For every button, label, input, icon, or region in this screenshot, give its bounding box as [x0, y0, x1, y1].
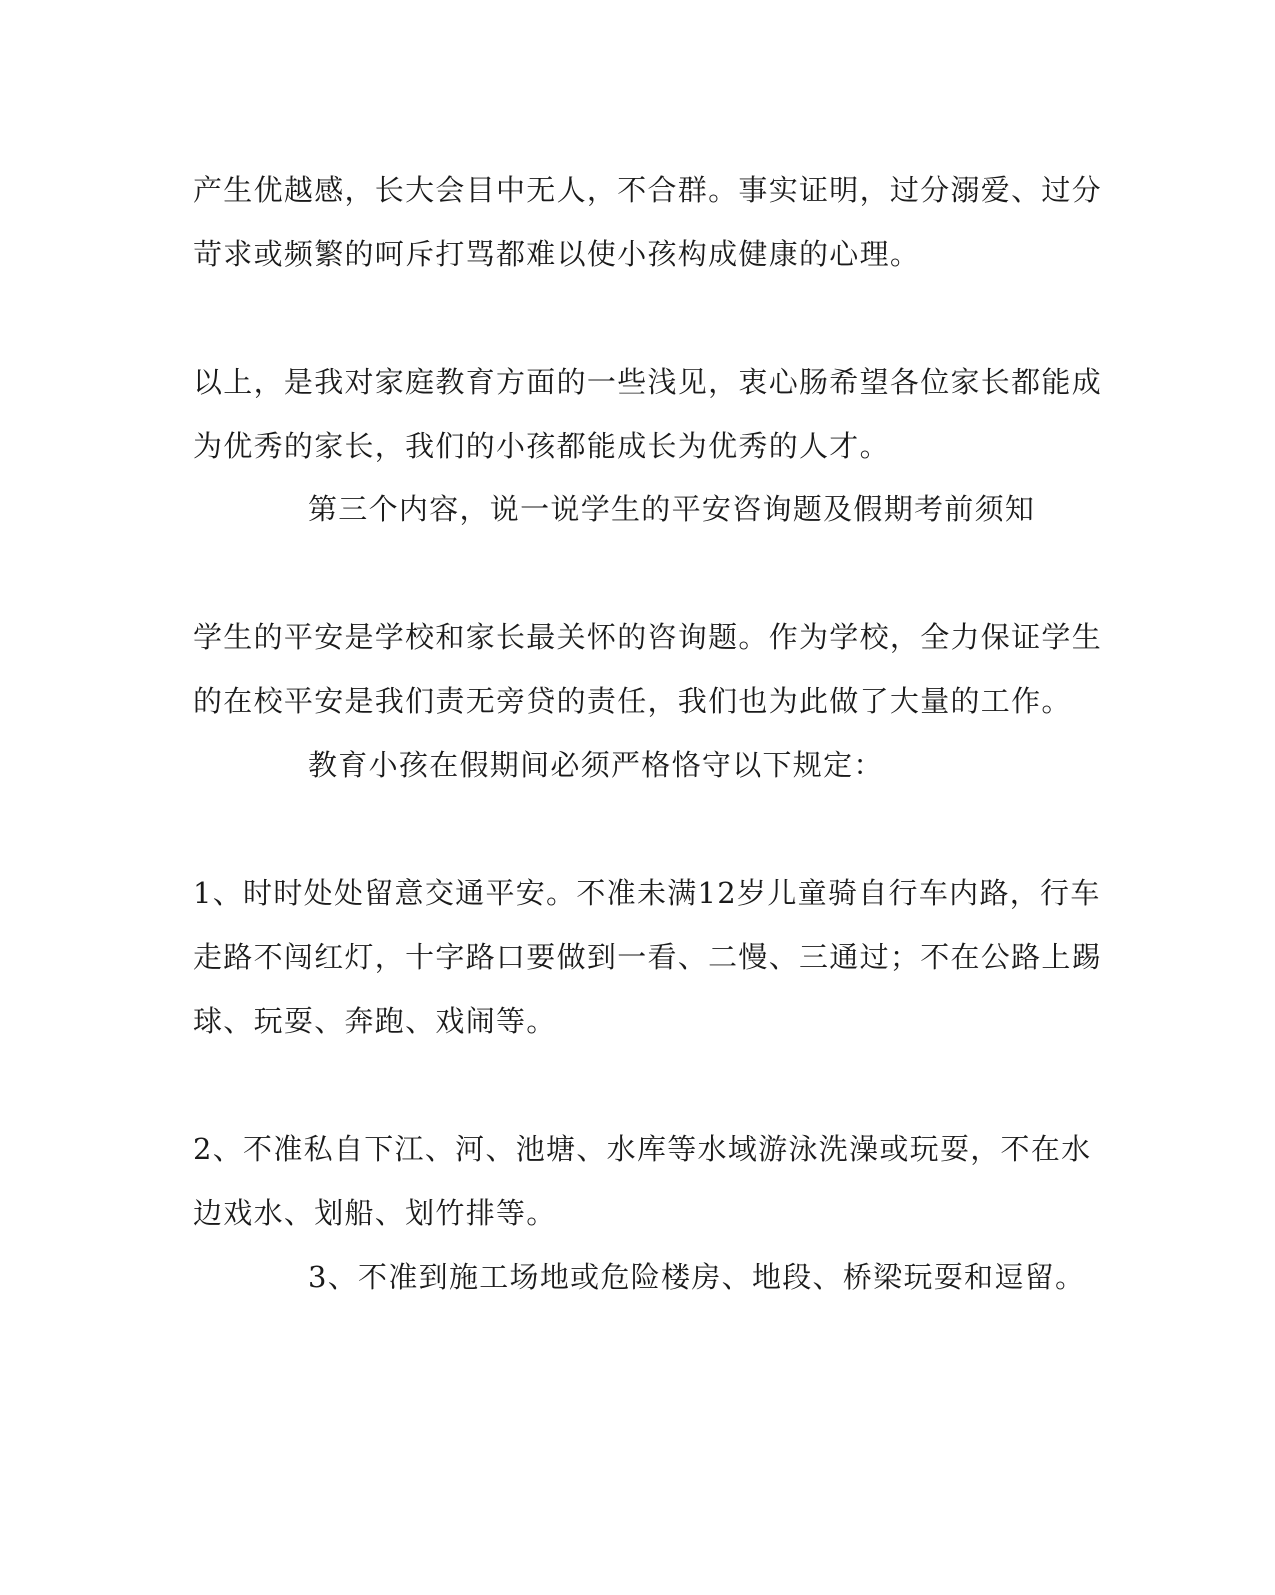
text-line: 以上，是我对家庭教育方面的一些浅见，衷心肠希望各位家长都能成 [193, 365, 1103, 399]
text-line: 3、不准到施工场地或危险楼房、地段、桥梁玩耍和逗留。 [308, 1260, 1086, 1294]
text-line: 苛求或频繁的呵斥打骂都难以使小孩构成健康的心理。 [193, 237, 921, 271]
text-line: 边戏水、划船、划竹排等。 [193, 1196, 557, 1230]
section-heading: 第三个内容，说一说学生的平安咨询题及假期考前须知 [308, 492, 1036, 526]
text-line: 产生优越感，长大会目中无人，不合群。事实证明，过分溺爱、过分 [193, 173, 1103, 207]
text-line: 球、玩耍、奔跑、戏闹等。 [193, 1004, 557, 1038]
text-line: 走路不闯红灯，十字路口要做到一看、二慢、三通过；不在公路上踢 [193, 940, 1103, 974]
text-line: 的在校平安是我们责无旁贷的责任，我们也为此做了大量的工作。 [193, 684, 1072, 718]
text-line: 学生的平安是学校和家长最关怀的咨询题。作为学校，全力保证学生 [193, 620, 1103, 654]
text-line: 为优秀的家长，我们的小孩都能成长为优秀的人才。 [193, 429, 890, 463]
text-line: 教育小孩在假期间必须严格恪守以下规定： [308, 748, 884, 782]
text-line: 1、时时处处留意交通平安。不准未满12岁儿童骑自行车内路，行车 [193, 876, 1101, 910]
text-line: 2、不准私自下江、河、池塘、水库等水域游泳洗澡或玩耍，不在水 [193, 1132, 1092, 1166]
